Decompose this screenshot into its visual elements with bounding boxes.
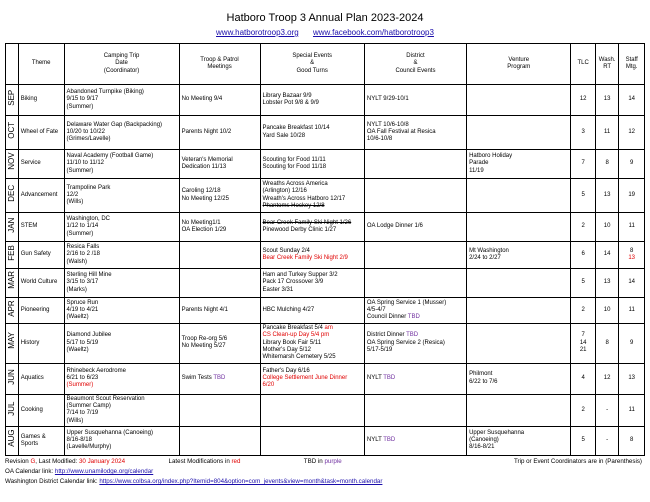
meetings-cell: Parents Night 4/1 bbox=[179, 298, 260, 324]
staff-cell: 19 bbox=[619, 179, 645, 213]
header-camping: Camping Trip Date (Coordinator) bbox=[64, 44, 179, 85]
venture-cell: Upper Susquehanna (Canoeing) 8/16-8/21 bbox=[467, 426, 571, 455]
theme-cell: Games & Sports bbox=[18, 426, 64, 455]
district-calendar-line: Washington District Calendar link: https://www.colbsa.org/index.php?Itemid=804&option=com_jevents&view=month&task=month.calendar bbox=[5, 478, 383, 485]
special-cell: Bear Creek Family Ski Night 1/26 Pinewood Derby Clinic 1/27 bbox=[260, 213, 364, 242]
district-cell bbox=[364, 179, 466, 213]
header-theme: Theme bbox=[18, 44, 64, 85]
table-row bbox=[6, 179, 645, 213]
month-cell: JUL bbox=[6, 394, 19, 426]
district-calendar-link[interactable]: https://www.colbsa.org/index.php?Itemid=804&option=com_jevents&view=month&task=month.calendar bbox=[99, 478, 383, 485]
special-cell: Pancake Breakfast 10/14 Yard Sale 10/28 bbox=[260, 116, 364, 150]
district-cell: NYLT 10/6-10/8 OA Fall Festival at Resica 10/6-10/8 bbox=[364, 116, 466, 150]
wash-cell: 12 bbox=[595, 363, 618, 394]
table-header-row bbox=[6, 44, 645, 85]
tlc-cell: 7 bbox=[571, 150, 595, 179]
theme-cell: Gun Safety bbox=[18, 242, 64, 269]
coordinators-note: Trip or Event Coordinators are in (Parenthesis) bbox=[513, 458, 642, 465]
staff-cell: 8 13 bbox=[619, 242, 645, 269]
tlc-cell: 2 bbox=[571, 394, 595, 426]
camping-cell: Trampoline Park 12/2 (Wills) bbox=[64, 179, 179, 213]
month-cell: SEP bbox=[6, 85, 19, 116]
special-cell bbox=[260, 394, 364, 426]
venture-cell bbox=[467, 298, 571, 324]
district-cell bbox=[364, 150, 466, 179]
venture-cell: Philmont 6/22 to 7/6 bbox=[467, 363, 571, 394]
meetings-cell: Troop Re-org 5/6 No Meeting 5/27 bbox=[179, 324, 260, 364]
district-cell: NYLT TBD bbox=[364, 426, 466, 455]
month-cell: AUG bbox=[6, 426, 19, 455]
staff-cell: 9 bbox=[619, 324, 645, 364]
camping-cell: Sterling Hill Mine 3/15 to 3/17 (Marks) bbox=[64, 269, 179, 298]
table-body bbox=[6, 85, 645, 456]
table-row bbox=[6, 394, 645, 426]
staff-cell: 13 bbox=[619, 363, 645, 394]
table-row bbox=[6, 85, 645, 116]
special-cell: Ham and Turkey Supper 3/2 Pack 17 Crossover 3/9 Easter 3/31 bbox=[260, 269, 364, 298]
meetings-cell: Parents Night 10/2 bbox=[179, 116, 260, 150]
header-wash: Wash. RT bbox=[595, 44, 618, 85]
venture-cell bbox=[467, 85, 571, 116]
special-cell: Library Bazaar 9/9 Lobster Pot 9/8 & 9/9 bbox=[260, 85, 364, 116]
theme-cell: Wheel of Fate bbox=[18, 116, 64, 150]
revision-code: G bbox=[30, 458, 36, 465]
tlc-cell: 7 14 21 bbox=[571, 324, 595, 364]
staff-cell: 11 bbox=[619, 213, 645, 242]
table-row bbox=[6, 213, 645, 242]
special-cell: Wreaths Across America (Arlington) 12/16 Wreath's Across Hatboro 12/17 Phantoms Hockey 12/8 bbox=[260, 179, 364, 213]
tlc-cell: 5 bbox=[571, 179, 595, 213]
last-modified-date: 30 January 2024 bbox=[78, 458, 126, 465]
oa-calendar-line: OA Calendar link: http://www.unamilodge.org/calendar bbox=[5, 468, 154, 475]
venture-cell: Mt Washington 2/24 to 2/27 bbox=[467, 242, 571, 269]
district-cell: NYLT TBD bbox=[364, 363, 466, 394]
special-cell: Pancake Breakfast 5/4 am CS Clean-up Day 5/4 pm Library Book Fair 5/11 Mother's Day 5/12 Whitemarsh Cemetery 5/25 bbox=[260, 324, 364, 364]
camping-cell: Resica Falls 2/16 to 2 /18 (Walsh) bbox=[64, 242, 179, 269]
venture-cell bbox=[467, 269, 571, 298]
facebook-link[interactable]: www.facebook.com/hatborotroop3 bbox=[312, 28, 434, 37]
wash-cell: 8 bbox=[595, 324, 618, 364]
meetings-cell bbox=[179, 269, 260, 298]
district-cell: OA Lodge Dinner 1/6 bbox=[364, 213, 466, 242]
meetings-cell: Swim Tests TBD bbox=[179, 363, 260, 394]
month-cell: NOV bbox=[6, 150, 19, 179]
special-cell: Scouting for Food 11/11 Scouting for Food 11/18 bbox=[260, 150, 364, 179]
table-row bbox=[6, 298, 645, 324]
special-cell: Scout Sunday 2/4 Bear Creek Family Ski Night 2/9 bbox=[260, 242, 364, 269]
tlc-cell: 5 bbox=[571, 426, 595, 455]
table-row bbox=[6, 116, 645, 150]
wash-cell: 13 bbox=[595, 179, 618, 213]
table-row bbox=[6, 150, 645, 179]
tlc-cell: 2 bbox=[571, 298, 595, 324]
table-row bbox=[6, 363, 645, 394]
tlc-cell: 2 bbox=[571, 213, 595, 242]
header-meetings: Troop & Patrol Meetings bbox=[179, 44, 260, 85]
camping-cell: Beaumont Scout Reservation (Summer Camp) 7/14 to 7/19 (Wills) bbox=[64, 394, 179, 426]
meetings-cell bbox=[179, 426, 260, 455]
wash-cell: - bbox=[595, 426, 618, 455]
troop-website-link[interactable]: www.hatborotroop3.org bbox=[216, 28, 299, 37]
wash-cell: - bbox=[595, 394, 618, 426]
camping-cell: Rhinebeck Aerodrome 6/21 to 6/23 (Summer) bbox=[64, 363, 179, 394]
table-row bbox=[6, 242, 645, 269]
theme-cell: Service bbox=[18, 150, 64, 179]
district-cell: NYLT 9/29-10/1 bbox=[364, 85, 466, 116]
venture-cell bbox=[467, 213, 571, 242]
month-cell: APR bbox=[6, 298, 19, 324]
theme-cell: STEM bbox=[18, 213, 64, 242]
tlc-cell: 3 bbox=[571, 116, 595, 150]
venture-cell: Hatboro Holiday Parade 11/19 bbox=[467, 150, 571, 179]
month-cell: MAR bbox=[6, 269, 19, 298]
wash-cell: 8 bbox=[595, 150, 618, 179]
header-venture: Venture Program bbox=[467, 44, 571, 85]
header-special: Special Events & Good Turns bbox=[260, 44, 364, 85]
wash-cell: 13 bbox=[595, 269, 618, 298]
district-cell bbox=[364, 394, 466, 426]
venture-cell bbox=[467, 394, 571, 426]
wash-cell: 14 bbox=[595, 242, 618, 269]
meetings-cell bbox=[179, 394, 260, 426]
district-cell bbox=[364, 242, 466, 269]
tlc-cell: 12 bbox=[571, 85, 595, 116]
oa-calendar-link[interactable]: http://www.unamilodge.org/calendar bbox=[54, 468, 154, 475]
camping-cell: Spruce Run 4/19 to 4/21 (Waeltz) bbox=[64, 298, 179, 324]
month-cell: JAN bbox=[6, 213, 19, 242]
special-cell: Father's Day 6/16 College Settlement June Dinner 6/20 bbox=[260, 363, 364, 394]
month-cell: FEB bbox=[6, 242, 19, 269]
month-cell: DEC bbox=[6, 179, 19, 213]
page-title: Hatboro Troop 3 Annual Plan 2023-2024 bbox=[226, 12, 424, 24]
theme-cell: World Culture bbox=[18, 269, 64, 298]
header-tlc: TLC bbox=[571, 44, 595, 85]
camping-cell: Upper Susquehanna (Canoeing) 8/16-8/18 (Lavelle/Murphy) bbox=[64, 426, 179, 455]
special-cell bbox=[260, 426, 364, 455]
theme-cell: History bbox=[18, 324, 64, 364]
staff-cell: 8 bbox=[619, 426, 645, 455]
tlc-cell: 5 bbox=[571, 269, 595, 298]
theme-cell: Advancement bbox=[18, 179, 64, 213]
theme-cell: Cooking bbox=[18, 394, 64, 426]
camping-cell: Washington, DC 1/12 to 1/14 (Summer) bbox=[64, 213, 179, 242]
district-cell: District Dinner TBD OA Spring Service 2 (Resica) 5/17-5/19 bbox=[364, 324, 466, 364]
month-cell: OCT bbox=[6, 116, 19, 150]
meetings-cell: No Meeting1/1 OA Election 1/29 bbox=[179, 213, 260, 242]
table-row bbox=[6, 324, 645, 364]
meetings-cell: Veteran's Memorial Dedication 11/13 bbox=[179, 150, 260, 179]
header-district: District & Council Events bbox=[364, 44, 466, 85]
header-staff: Staff Mtg. bbox=[619, 44, 645, 85]
staff-cell: 14 bbox=[619, 85, 645, 116]
wash-cell: 10 bbox=[595, 298, 618, 324]
district-cell bbox=[364, 269, 466, 298]
meetings-cell: No Meeting 9/4 bbox=[179, 85, 260, 116]
month-cell: MAY bbox=[6, 324, 19, 364]
staff-cell: 12 bbox=[619, 116, 645, 150]
wash-cell: 11 bbox=[595, 116, 618, 150]
venture-cell bbox=[467, 116, 571, 150]
revision-line: Revision G, Last Modified: 30 January 2024 Latest Modifications in red TBD in purple bbox=[5, 458, 342, 465]
month-cell: JUN bbox=[6, 363, 19, 394]
staff-cell: 11 bbox=[619, 298, 645, 324]
tlc-cell: 6 bbox=[571, 242, 595, 269]
header-month bbox=[6, 44, 19, 85]
meetings-cell: Caroling 12/18 No Meeting 12/25 bbox=[179, 179, 260, 213]
district-cell: OA Spring Service 1 (Musser) 4/5-4/7 Council Dinner TBD bbox=[364, 298, 466, 324]
meetings-cell bbox=[179, 242, 260, 269]
venture-cell bbox=[467, 179, 571, 213]
staff-cell: 11 bbox=[619, 394, 645, 426]
camping-cell: Diamond Jubilee 5/17 to 5/19 (Waeltz) bbox=[64, 324, 179, 364]
camping-cell: Abandoned Turnpike (Biking) 9/15 to 9/17 (Summer) bbox=[64, 85, 179, 116]
staff-cell: 14 bbox=[619, 269, 645, 298]
tlc-cell: 4 bbox=[571, 363, 595, 394]
site-links bbox=[0, 28, 650, 37]
theme-cell: Biking bbox=[18, 85, 64, 116]
staff-cell: 9 bbox=[619, 150, 645, 179]
table-row bbox=[6, 269, 645, 298]
special-cell: HBC Mulching 4/27 bbox=[260, 298, 364, 324]
table-row bbox=[6, 426, 645, 455]
annual-plan-table bbox=[5, 43, 645, 456]
theme-cell: Aquatics bbox=[18, 363, 64, 394]
camping-cell: Delaware Water Gap (Backpacking) 10/20 to 10/22 (Grimes/Lavelle) bbox=[64, 116, 179, 150]
venture-cell bbox=[467, 324, 571, 364]
camping-cell: Naval Academy (Football Game) 11/10 to 11/12 (Summer) bbox=[64, 150, 179, 179]
theme-cell: Pioneering bbox=[18, 298, 64, 324]
wash-cell: 10 bbox=[595, 213, 618, 242]
wash-cell: 13 bbox=[595, 85, 618, 116]
